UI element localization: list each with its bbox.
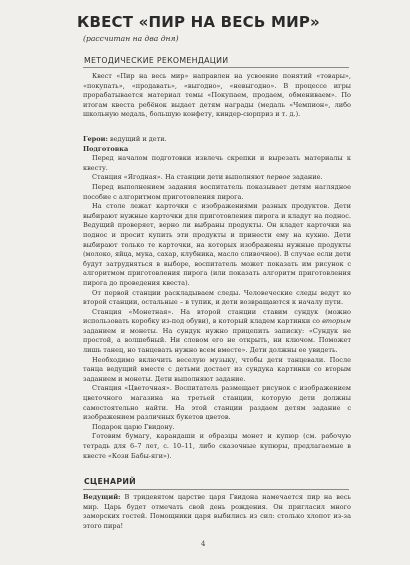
prep-paragraph-7: Необходимо включить веселую музыку, чтобы дети танцевали. После танца ведущий вместе с детьми достает из сундука картинки со вторым заданием и монеты. Дети выполняют задание. [83, 355, 351, 383]
heading-rule [83, 67, 349, 68]
prep-paragraph-1: Перед началом подготовки извлечь скрепки и вырезать материалы к квесту. [83, 154, 351, 172]
prep-p2-text-b: задание. [290, 173, 323, 182]
prep-paragraph-2 [83, 173, 351, 183]
scenario-block [83, 493, 351, 531]
prep-paragraph-8: Станция «Цветочная». Воспитатель размещает рисунок с изображением цветочного магазина на третьей станции, которую дети должны самостоятельно найти. На этой станции раздаем детям задание с изображением различных букетов цветов. [83, 384, 351, 422]
heroes-text: ведущий и дети. [107, 135, 167, 143]
prep-p6-text-a: Станция «Монетная». На второй станции ставим сундук (можно использовать коробку из-под обуви), в который кладем картинки со [83, 307, 351, 326]
scenario-paragraph [83, 493, 351, 531]
scenario-speaker-label: Ведущий: [83, 493, 121, 501]
scenario-rule [83, 489, 349, 490]
section-heading-scenario: СЦЕНАРИЙ [84, 477, 137, 486]
prep-p6-emphasis: вторым [322, 317, 351, 326]
intro-paragraph: Квест «Пир на весь мир» направлен на усвоение понятий «товары», «покупать», «продавать», «выгодно», «невыгодно». В процессе игры прорабатывается материал темы «Покупаем, продаем, обмениваем». По итогам квеста ребёнок выдает детям награды (медаль «Чемпион», либо школьную медаль, большую конфету, киндер-сюрприз и т. д.). [83, 72, 351, 119]
page-title: КВЕСТ «ПИР НА ВЕСЬ МИР» [77, 13, 320, 31]
heroes-label: Герои: [83, 135, 108, 143]
prep-p6-text-b: заданием и монеты. На сундук нужно прицепить записку: «Сундук не простой, а волшебный. Ни словом его не открыть, ни ключом. Поможет лишь танец, но танцевать нужно всем вместе». Дети должны ее увидеть. [83, 326, 351, 355]
prep-p2-text-a: Станция «Ягодная». На станции дети выполняют [92, 173, 267, 182]
page-subtitle: (рассчитан на два дня) [83, 34, 179, 43]
prep-heading: Подготовка [83, 144, 129, 153]
page-number: 4 [201, 540, 206, 548]
prep-paragraph-9: Подарок царю Гвидону. [92, 422, 175, 431]
prep-p2-emphasis: первое [266, 173, 291, 182]
prep-paragraph-6 [83, 308, 351, 356]
prep-paragraph-10: Готовим бумагу, карандаши и образцы монет и купюр (см. рабочую тетрадь для 6–7 лет, с. 10–11, либо сказочные купюры, предлагаемые в квесте «Кози Бабы-яги»). [83, 432, 351, 460]
section-heading-methodical: МЕТОДИЧЕСКИЕ РЕКОМЕНДАЦИИ [84, 56, 229, 65]
intro-block [83, 72, 351, 120]
prep-paragraph-3: Перед выполнением задания воспитатель показывает детям наглядное пособие с алгоритмом приготовления пирога. [83, 182, 351, 201]
heroes-line [83, 135, 351, 145]
prep-block [83, 135, 351, 461]
prep-paragraph-4: На столе лежат карточки с изображениями разных продуктов. Дети выбирают нужные карточки для приготовления пирога и кладут на поднос. Ведущий проверяет, верно ли выбраны продукты. Он кладет карточки на поднос и просит купить эти продукты и принести ему на кухню. Дети выбирают только те карточки, на которых изображены нужные продукты (молоко, яйца, мука, сахар, клубника, масло сливочное). В случае если дети будут затрудняться в выборе, воспитатель может показать им рисунок с алгоритмом приготовления пирога (или показать алгоритм приготовления пирога до проведения квеста). [83, 202, 351, 287]
prep-paragraph-5: От первой станции раскладываем следы. Человеческие следы ведут ко второй станции, остальные – в тупик, и дети возвращаются к началу пути. [83, 288, 351, 307]
scenario-text: В тридевятом царстве царя Гвидона намечается пир на весь мир. Царь будет отмечать свой день рождения. Он пригласил много заморских гостей. Помощники царя выбились из сил: столько хлопот из-за этого пира! [83, 493, 351, 530]
